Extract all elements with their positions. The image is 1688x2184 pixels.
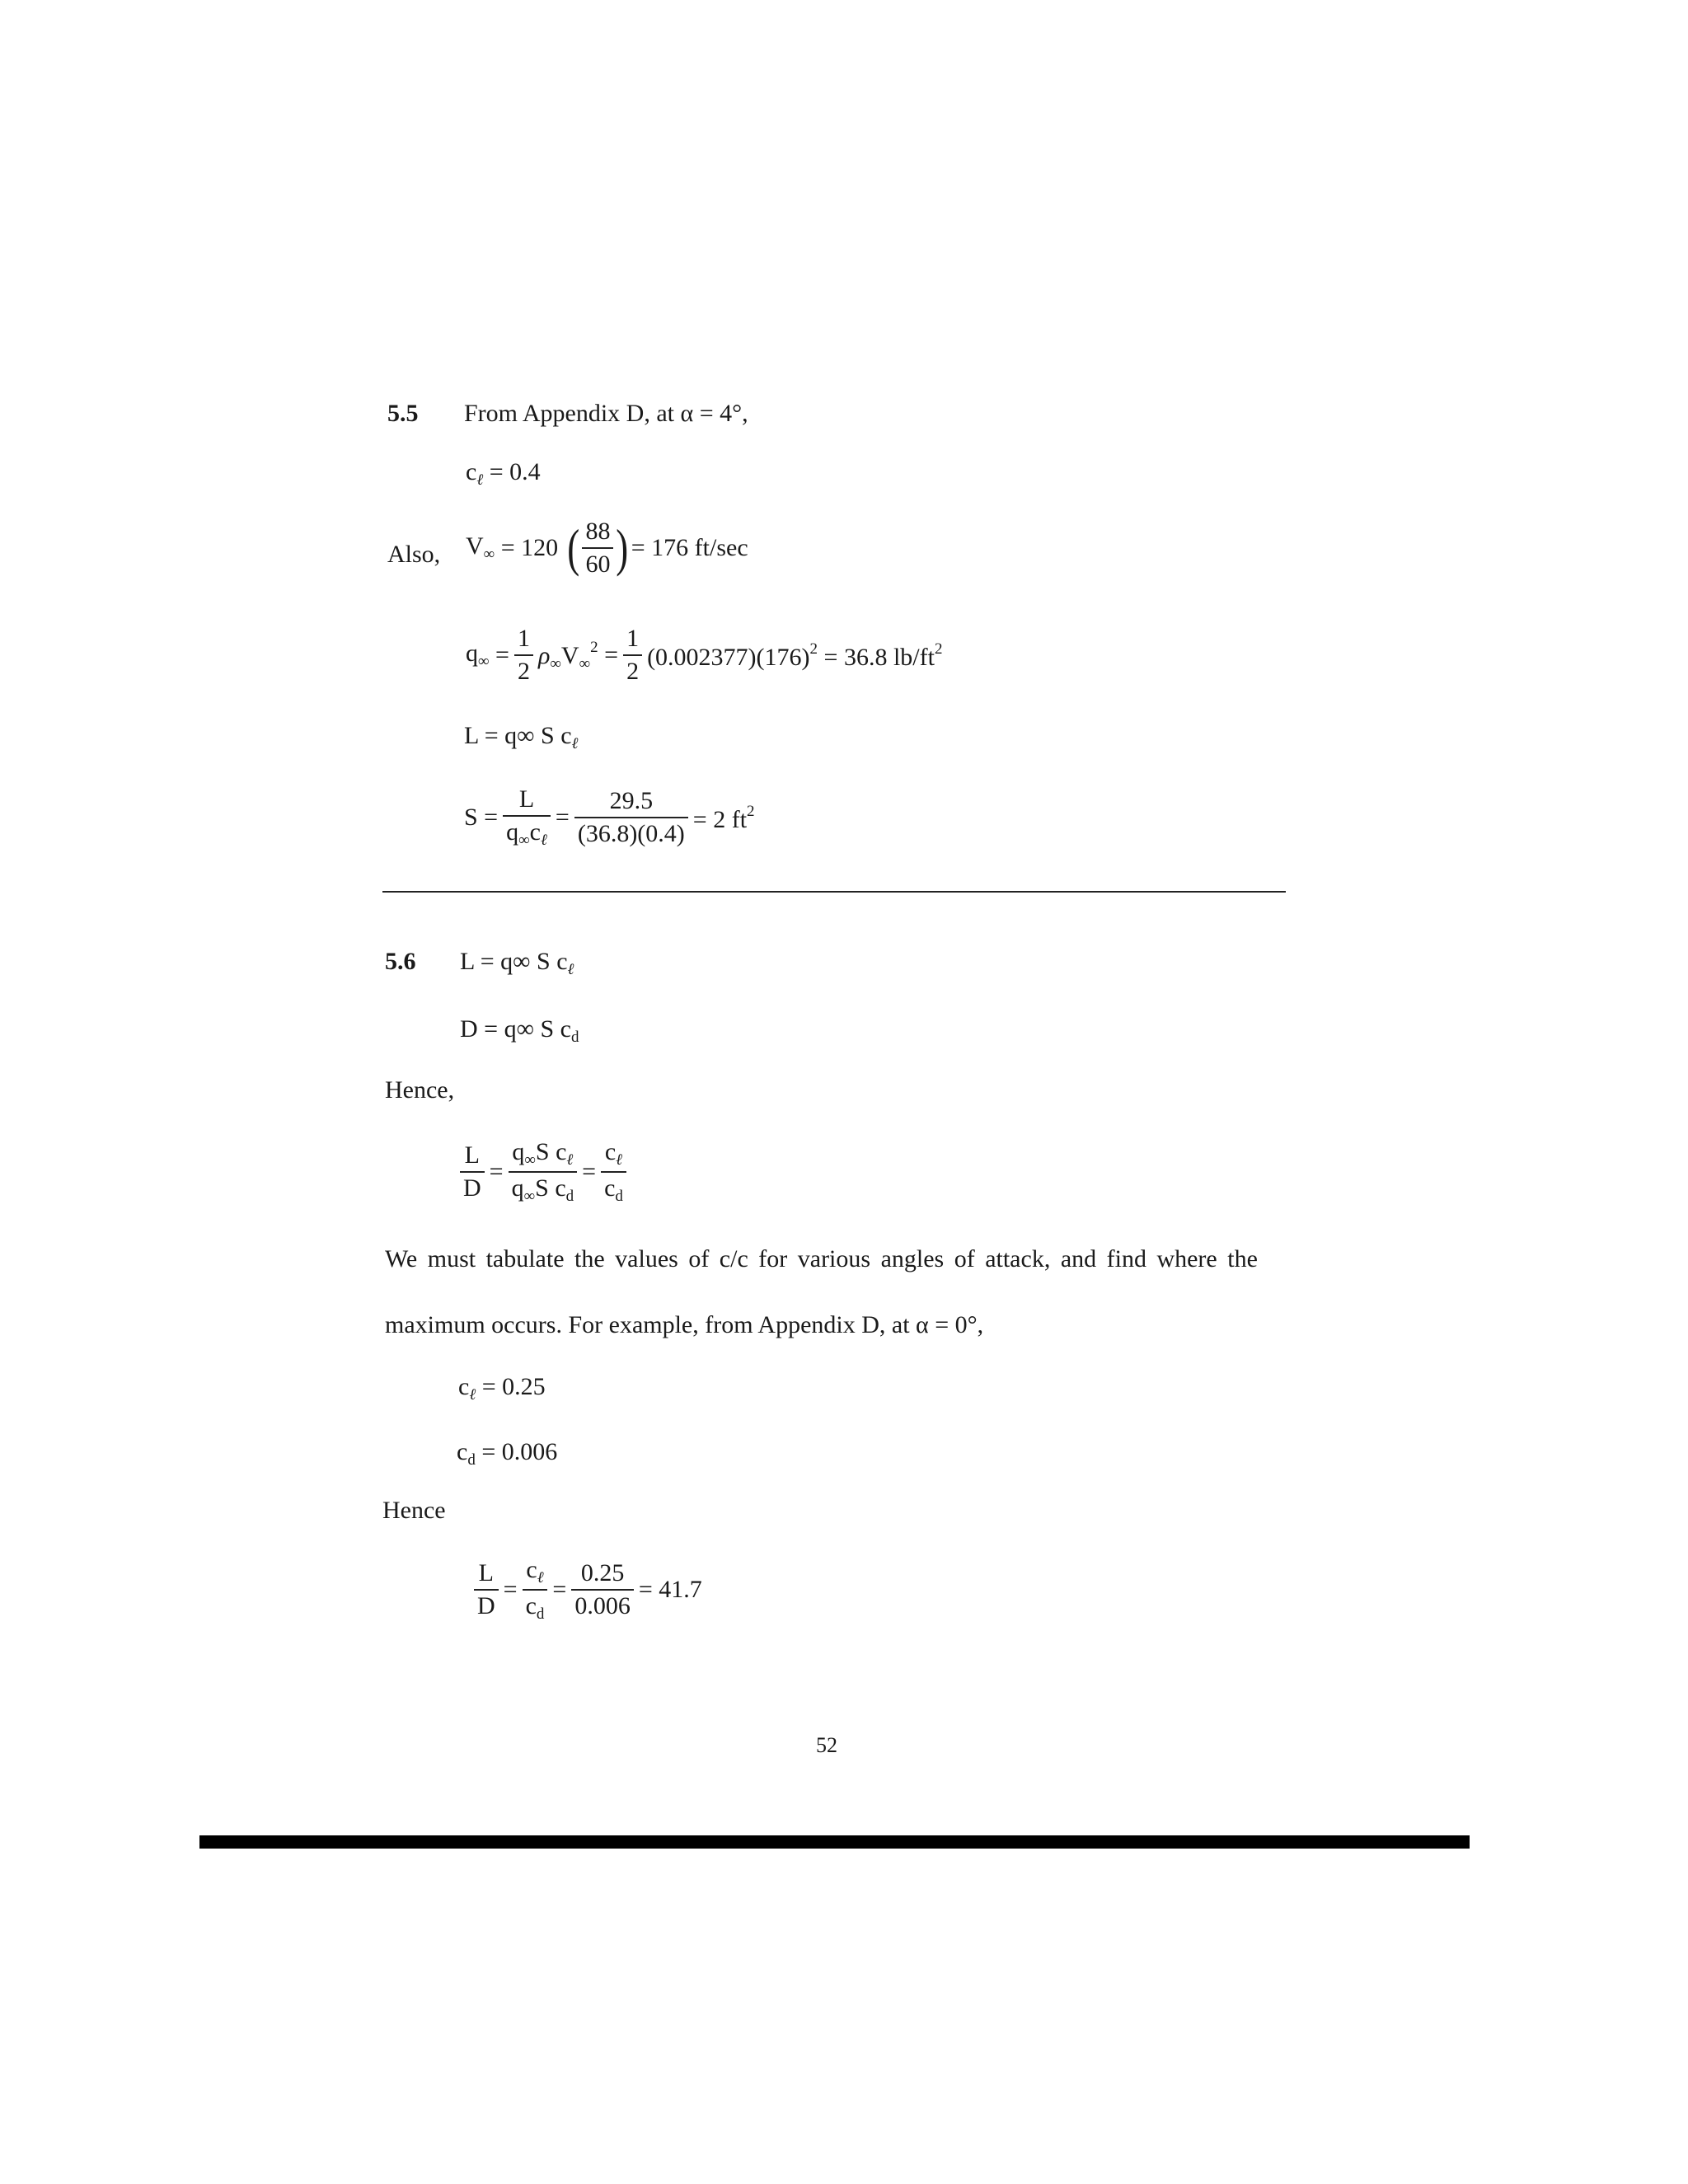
section-5-6-number: 5.6 <box>385 948 416 975</box>
lift-equation-5-6: L = q∞ S $c_\ell$ <box>460 948 574 978</box>
cd-zero-alpha: $c_d = 0.006$ <box>457 1438 558 1469</box>
velocity-equation: $V_\infty$ = 120 ( $\frac{88}{60}$ ) = 176 ft/sec <box>466 518 748 578</box>
area-equation: S = $\frac{L}{q_\infty c_\ell}$ = $\frac{29.5}{(36.8)(0.4)}$ = 2 $ft^2$ <box>464 785 755 849</box>
page-number: 52 <box>816 1733 837 1757</box>
paragraph-line-2: maximum occurs. For example, from Appendix D, at α = 0°, <box>385 1311 984 1338</box>
bottom-bar <box>199 1835 1470 1849</box>
lift-equation-5-5: L = q∞ S $c_\ell$ <box>464 722 579 752</box>
hence-label-2: Hence <box>382 1497 446 1524</box>
lift-drag-result-equation: $\frac{L}{D}$ = $\frac{c_\ell}{c_d}$ = $\frac{0.25}{0.006}$ = 41.7 <box>474 1558 702 1622</box>
cl-value-line: $c_\ell = 0.4$ <box>466 458 541 489</box>
cl-zero-alpha: $c_\ell = 0.25$ <box>458 1373 546 1404</box>
section-divider <box>382 891 1286 893</box>
hence-label-1: Hence, <box>385 1076 455 1104</box>
section-5-5-intro: From Appendix D, at α = 4°, <box>464 400 748 427</box>
dynamic-pressure-equation: $q_\infty$ = $\frac{1}{2}$ $\rho_\infty V_\infty^2$ = $\frac{1}{2}$ $(0.002377)(176)^2 = 36.8$ $lb/ft^2$ <box>466 625 943 685</box>
drag-equation: D = q∞ S $c_d$ <box>460 1015 579 1046</box>
section-5-5-number: 5.5 <box>387 400 419 427</box>
also-label: Also, <box>387 541 441 568</box>
paragraph-line-1: We must tabulate the values of c/c for various angles of attack, and find where the <box>385 1245 1258 1272</box>
lift-drag-ratio-equation: $\frac{L}{D}$ = $\frac{q_\infty S c_\ell}{q_\infty S c_d}$ = $\frac{c_\ell}{c_d}$ <box>460 1140 631 1204</box>
